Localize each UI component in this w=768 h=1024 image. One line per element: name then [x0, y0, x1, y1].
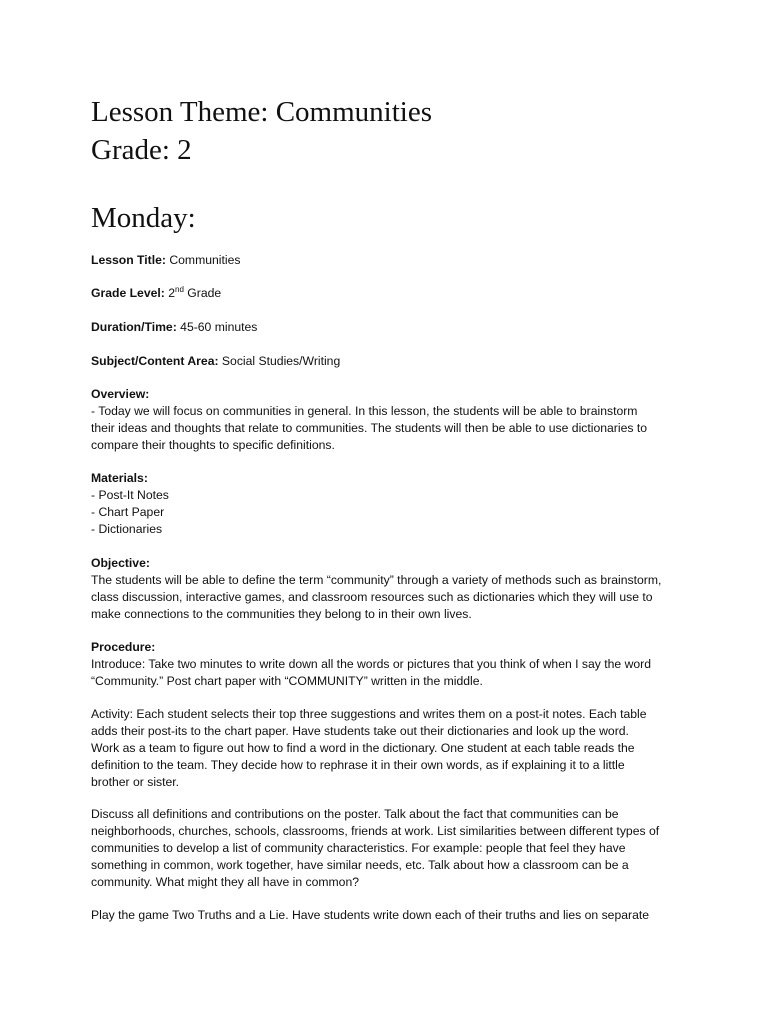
- objective-line: make connections to the communities they belong to in their own lives.: [91, 607, 472, 621]
- procedure-discuss-line: community. What might they all have in common?: [91, 875, 360, 889]
- materials-item: - Post-It Notes: [91, 488, 169, 502]
- lesson-theme-heading: Lesson Theme: Communities: [91, 96, 432, 128]
- grade-level-number: 2: [164, 286, 176, 300]
- day-heading: Monday:: [91, 202, 196, 234]
- duration-label: Duration/Time:: [91, 320, 177, 334]
- procedure-activity-line: brother or sister.: [91, 775, 180, 789]
- procedure-game-line: Play the game Two Truths and a Lie. Have students write down each of their truths and lies on separate: [91, 908, 650, 922]
- lesson-title-label: Lesson Title:: [91, 253, 166, 267]
- materials-item: - Dictionaries: [91, 522, 163, 536]
- lesson-title-field: [91, 252, 240, 269]
- procedure-discuss-line: communities to develop a list of community characteristics. For example: people that feel they have: [91, 841, 626, 855]
- grade-level-suffix: Grade: [183, 286, 222, 300]
- procedure-activity-paragraph: [91, 706, 691, 791]
- procedure-activity-line: adds their post-its to the chart paper. Have students take out their dictionaries and look up the word.: [91, 724, 629, 738]
- procedure-game-paragraph: [91, 907, 691, 924]
- materials-section: [91, 470, 691, 538]
- procedure-activity-line: definition to the team. They decide how to rephrase it in their own words, as if explaining it to a little: [91, 758, 625, 772]
- objective-line: The students will be able to define the term “community” through a variety of methods such as brainstorm,: [91, 573, 662, 587]
- procedure-section: [91, 639, 691, 690]
- grade-heading: Grade: 2: [91, 134, 192, 166]
- lesson-title-value: Communities: [165, 253, 241, 267]
- procedure-discuss-line: something in common, work together, have similar needs, etc. Talk about how a classroom can be a: [91, 858, 629, 872]
- procedure-introduce-line: “Community.” Post chart paper with “COMMUNITY” written in the middle.: [91, 674, 483, 688]
- objective-label: Objective:: [91, 556, 150, 570]
- subject-value: Social Studies/Writing: [218, 354, 341, 368]
- overview-line: - Today we will focus on communities in general. In this lesson, the students will be able to brainstorm: [91, 404, 638, 418]
- grade-level-label: Grade Level:: [91, 286, 165, 300]
- overview-section: [91, 386, 691, 454]
- procedure-activity-line: Work as a team to figure out how to find a word in the dictionary. One student at each table reads the: [91, 741, 635, 755]
- overview-line: compare their thoughts to specific definitions.: [91, 438, 335, 452]
- overview-label: Overview:: [91, 387, 150, 401]
- procedure-discuss-line: Discuss all definitions and contributions on the poster. Talk about the fact that communities can be: [91, 807, 619, 821]
- procedure-discuss-line: neighborhoods, churches, schools, classrooms, friends at work. List similarities between different types of: [91, 824, 660, 838]
- subject-field: [91, 353, 340, 370]
- objective-line: class discussion, interactive games, and classroom resources such as dictionaries which they will use to: [91, 590, 653, 604]
- duration-field: [91, 319, 257, 336]
- procedure-activity-line: Activity: Each student selects their top three suggestions and writes them on a post-it notes. Each table: [91, 707, 647, 721]
- objective-section: [91, 555, 691, 623]
- grade-level-field: [91, 285, 221, 302]
- duration-value: 45-60 minutes: [176, 320, 258, 334]
- subject-label: Subject/Content Area:: [91, 354, 219, 368]
- procedure-introduce-line: Introduce: Take two minutes to write down all the words or pictures that you think of when I say the word: [91, 657, 652, 671]
- materials-item: - Chart Paper: [91, 505, 165, 519]
- procedure-discuss-paragraph: [91, 806, 691, 891]
- grade-level-superscript: nd: [175, 284, 184, 294]
- procedure-label: Procedure:: [91, 640, 156, 654]
- overview-line: their ideas and thoughts that relate to communities. The students will then be able to use dictionaries to: [91, 421, 647, 435]
- materials-label: Materials:: [91, 471, 148, 485]
